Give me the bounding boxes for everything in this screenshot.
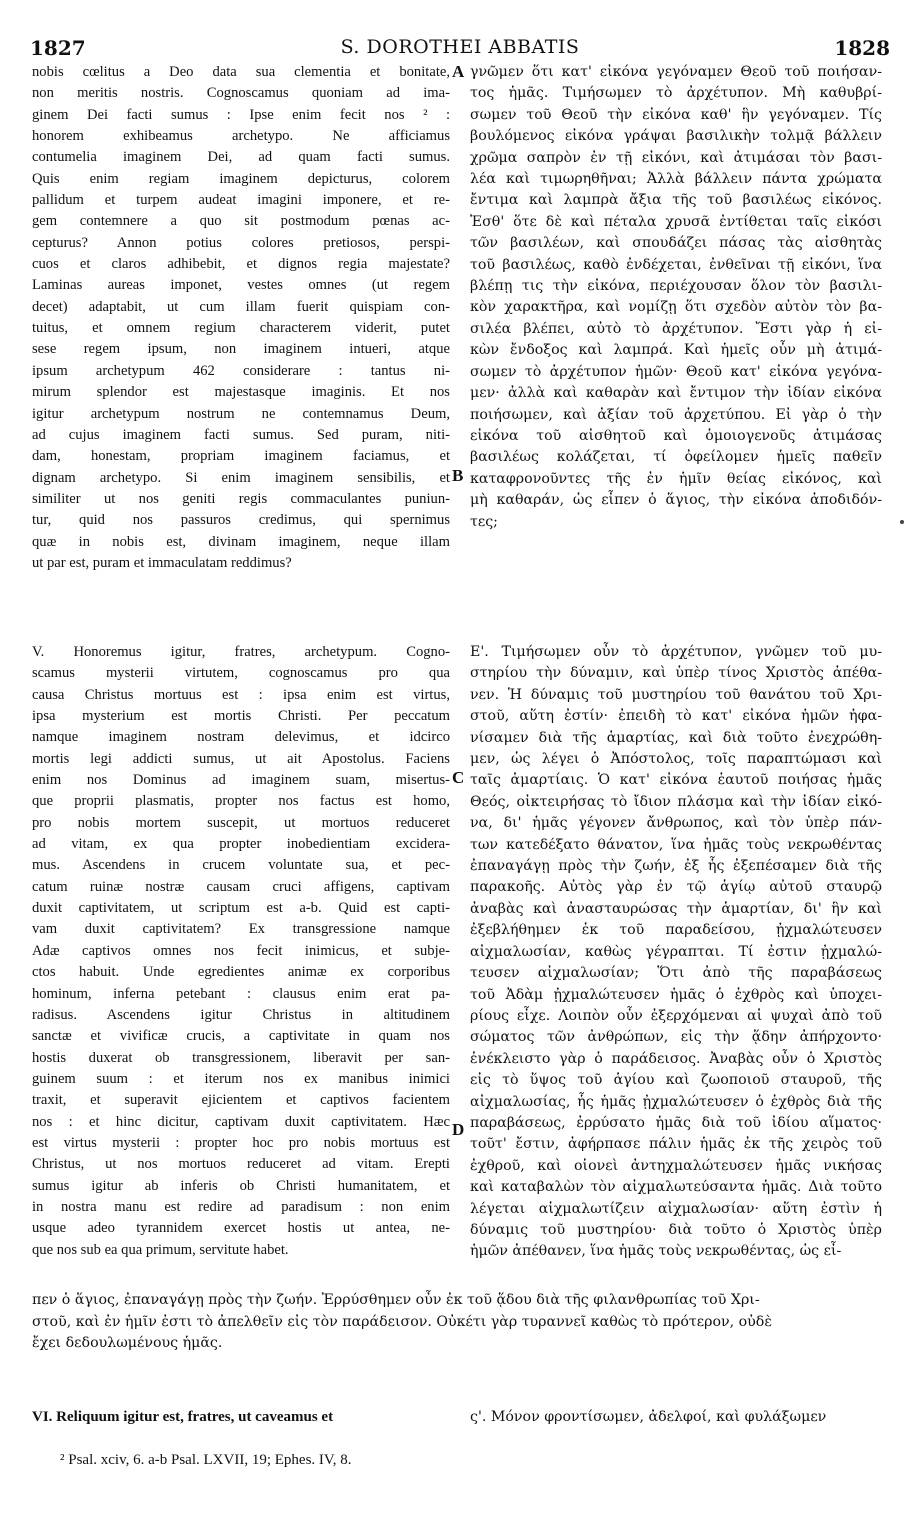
running-header (30, 36, 890, 64)
latin-text-line: ginem Dei facti sumus : Ipse enim fecit nos ² : (32, 106, 450, 123)
latin-text-line: mirum splendor est majestasque imaginis. Et nos (32, 384, 450, 401)
greek-text-line: χρῶμα σαπρὸν ἐν τῇ εἰκόνι, καὶ ἀτιμάσαι τὸν βασι- (470, 149, 882, 166)
footnotes: ² Psal. xciv, 6. a-b Psal. LXVII, 19; Ephes. IV, 8. (60, 1452, 352, 1468)
latin-text-line: honorem exhibeamus archetypo. Ne afficiamus (32, 128, 450, 145)
margin-marker-c: C (452, 768, 465, 787)
latin-text-line: dignam archetypo. Si enim imaginem sensibilis, et (32, 469, 450, 486)
greek-text-line: σωμεν τὸ ἀρχέτυπον ἡμῶν· Θεοῦ κατ' εἰκόνα γεγόνα- (470, 363, 882, 380)
greek-text-line: εἰς τὸ ὕψος τοῦ ἁγίου καὶ ζωοποιοῦ σταυροῦ, τῆς (470, 1072, 882, 1089)
latin-text-line: radisus. Ascendens igitur Christus in altitudinem (32, 1006, 450, 1023)
greek-text-line: τοῦτ' ἔστιν, ἀφήρπασε πάλιν ἡμᾶς ἐκ τῆς χειρὸς τοῦ (470, 1136, 882, 1153)
latin-text-line: catum ruinæ nostræ causam cruci affigens, captivam (32, 878, 450, 895)
greek-text-line: τος ἡμᾶς. Τιμήσωμεν τὸ ἀρχέτυπον. Μὴ καθυβρί- (470, 85, 882, 102)
latin-text-line: non meritis nostris. Cognoscamus quoniam ad ima- (32, 85, 450, 102)
latin-text-line: ipsa mysterium est mortis Christi. Per peccatum (32, 708, 450, 725)
greek-text-line: τες; (470, 513, 498, 530)
margin-marker-d: D (452, 1120, 465, 1139)
greek-text-line: στηρίου τὴν δύναμιν, καὶ ὑπὲρ τίνος Χριστὸς ἀπέθα- (470, 665, 882, 682)
latin-text-line: ut par est, puram et immaculatam reddimus? (32, 554, 292, 571)
latin-text-line: usque adeo tyrannidem exercet hostis ut antea, ne- (32, 1220, 450, 1237)
latin-text-line: mortis legi addicti sumus, ut ait Apostolus. Faciens (32, 750, 450, 767)
greek-text-line: σιλέα βλέπει, αὐτὸ τὸ ἀρχέτυπον. Ἔστι γὰρ ἡ εἰ- (470, 320, 882, 337)
greek-text-line: νίσαμεν διὰ τῆς ἁμαρτίας, καὶ διὰ τοῦτο ἐνεχρώθη- (470, 729, 882, 746)
latin-text-line: pro nobis mortem suscepit, ut mortuos reduceret (32, 814, 450, 831)
greek-text-line: μεν, ὡς λέγει ὁ Ἀπόστολος, τοῖς παραπτώμασι καὶ (470, 751, 882, 768)
greek-bottom-line: στοῦ, καὶ ἐν ἡμῖν ἐστι τὸ ἀπελθεῖν εἰς τὸν παράδεισον. Οὐκέτι γὰρ τυραννεῖ καθὼς τὸ πρότερον, οὐδὲ (32, 1313, 772, 1330)
latin-text-line: mus. Ascendens in crucem voluntate sua, et pec- (32, 857, 450, 874)
latin-text-line: tur, quid nos passuros credimus, qui spernimus (32, 512, 450, 529)
greek-text-line: ἡμῶν ἀπέθανεν, ἵνα ἡμᾶς τοὺς νεκρωθέντας, ὡς εἶ- (470, 1243, 842, 1260)
greek-text-line: Ε'. Τιμήσωμεν οὖν τὸ ἀρχέτυπον, γνῶμεν τοῦ μυ- (470, 644, 882, 660)
greek-text-line: ἔντιμα καὶ λαμπρὰ ἄξια τῆς τοῦ βασιλέως εἰκόνος. (470, 192, 882, 209)
ink-speck (900, 520, 904, 524)
greek-text-line: ἐπαναγάγῃ πρὸς τὴν ζωήν, ἐξ ἧς ἐξεπέσαμεν διὰ τῆς (470, 858, 882, 875)
greek-text-line: σώματος τῶν ἀνθρώπων, εἰς τὴν ᾅδην ἀπήρχοντο· (470, 1029, 882, 1046)
greek-text-line: μὴ καθαράν, ὡς εἶπεν ὁ ἅγιος, τὴν εἰκόνα ἀποδιδόν- (470, 492, 882, 509)
latin-text-line: dam, honestam, propriam imaginem faciamus, et (32, 448, 450, 465)
greek-text-line: στοῦ, αὕτη ἐστίν· ἐπειδὴ τὸ κατ' εἰκόνα ἡμῶν ἠφα- (470, 708, 882, 725)
greek-section-vi-start: ς'. Μόνον φροντίσωμεν, ἀδελφοί, καὶ φυλάξωμεν (470, 1409, 827, 1425)
latin-text-line: nobis cœlitus a Deo data sua clementia et bonitate, (32, 64, 450, 80)
full-width-greek-lines (32, 1290, 882, 1355)
latin-text-line: cepturus? Annon potius colores pretiosos, perspi- (32, 234, 450, 251)
latin-text-line: sanctæ et vivificæ crucis, a captivitate in quam nos (32, 1028, 450, 1045)
greek-text-line: παραβάσεως, ἐρρύσατο ἡμᾶς διὰ τοῦ ἰδίου αἵματος· (470, 1114, 882, 1131)
greek-text-line: ἀναβὰς καὶ ἀνασταυρώσας τὴν ἁμαρτίαν, δι' ἣν καὶ (470, 900, 882, 917)
greek-bottom-line: πεν ὁ ἅγιος, ἐπαναγάγῃ πρὸς τὴν ζωήν. Ἐρρύσθημεν οὖν ἐκ τοῦ ᾅδου διὰ τῆς φιλανθρωπίας τοῦ Χρι- (32, 1292, 760, 1308)
latin-text-line: ipsum archetypum 462 considerare : tantus ni- (32, 362, 450, 379)
latin-text-line: causa Christus mortuus est : ipsa enim est virtus, (32, 686, 450, 703)
right-column-number: 1828 (834, 36, 890, 60)
greek-text-line: εἰκόνα τοῦ αἰσθητοῦ καὶ ὁμοιογενοῦς ἀτιμάσας (470, 427, 882, 444)
greek-text-line: γνῶμεν ὅτι κατ' εἰκόνα γεγόναμεν Θεοῦ τοῦ ποιήσαν- (470, 64, 882, 80)
latin-text-line: namque imaginem nostram delevimus, et idcirco (32, 729, 450, 746)
latin-text-line: contumelia imaginem Dei, ad quam facti sumus. (32, 149, 450, 166)
greek-text-line: ἐχθροῦ, καὶ οἱονεὶ ἀντηχμαλώτευσεν ἡμᾶς νικήσας (470, 1157, 882, 1174)
latin-text-line: cuos et claros adhibebit, et dignos regia majestate? (32, 256, 450, 273)
greek-column-section-iv (470, 62, 882, 533)
latin-text-line: hostis duxerat ob transgressionem, liberavit per san- (32, 1049, 450, 1066)
latin-text-line: tuitus, et omnem regium characterem viderit, putet (32, 320, 450, 337)
greek-text-line: ἐξεβλήθημεν ἐκ τοῦ παραδείσου, ᾐχμαλώτευσεν (470, 922, 882, 939)
latin-text-line: que proprii plasmatis, propter nos factus est homo, (32, 793, 450, 810)
greek-text-line: τοῦ βασιλέως, καθὸ ἐνδέχεται, ἐνθεῖναι τῇ εἰκόνι, ἵνα (470, 256, 882, 273)
greek-text-line: βασιλέως κολάζεται, τί ὀφείλομεν ἡμεῖς παθεῖν (470, 449, 882, 466)
greek-text-line: τευσεν αἰχμαλωσίαν; Ὅτι ἀπὸ τῆς παραβάσεως (470, 965, 882, 982)
latin-text-line: sese regem ipsum, non imaginem intueri, atque (32, 341, 450, 358)
greek-text-line: αἰχμαλωσίαν, καθὼς γέγραπται. Τί ἐστιν ᾐχμαλώ- (470, 943, 882, 960)
latin-column-section-v (32, 642, 450, 1261)
latin-text-line: ctos habuit. Unde egredientes animæ ex corporibus (32, 964, 450, 981)
latin-text-line: enim nos Dominus ad imaginem suam, misertus- (32, 772, 450, 789)
greek-text-line: λέα καὶ τιμωρηθῆναι; Ἀλλὰ βάλλειν πάντα χρώματα (470, 171, 882, 188)
latin-text-line: duxit captivitatem, ut scriptum est a-b. Quid est capti- (32, 900, 450, 917)
latin-text-line: scamus mysterii virtutem, cognoscamus pro qua (32, 665, 450, 682)
left-column-number: 1827 (30, 36, 86, 60)
latin-text-line: nos : et hinc dicitur, captivam duxit captivitatem. Hæc (32, 1113, 450, 1130)
greek-text-line: καὶ καταβαλὼν τὸν αἰχμαλωτεύσαντα ἡμᾶς. Διὰ τοῦτο (470, 1179, 882, 1196)
latin-text-line: sumus igitur ab inferis ob Christi humanitatem, et (32, 1177, 450, 1194)
greek-text-line: μεν· ἀλλὰ καὶ καθαρὰν καὶ ἔντιμον τὴν ἰδίαν εἰκόνα (470, 385, 882, 402)
latin-text-line: vam duxit captivitatem? Ex transgressione namque (32, 921, 450, 938)
latin-text-line: similiter ut nos geniti regis commaculantes puniun- (32, 490, 450, 507)
greek-text-line: κὼν ἔνδοξος καὶ λαμπρά. Καὶ ἡμεῖς οὖν μὴ ἀτιμά- (470, 342, 882, 359)
greek-text-line: να, δι' ἡμᾶς γέγονεν ἄνθρωπος, καὶ τὸν ὑπὲρ πάν- (470, 815, 882, 832)
latin-section-vi-start: VI. Reliquum igitur est, fratres, ut caveamus et (32, 1409, 334, 1425)
greek-text-line: Ἐσθ' ὅτε δὲ καὶ πέταλα χρυσᾶ ἐντίθεται ταῖς εἰκόσι (470, 213, 882, 230)
greek-text-line: νεν. Ἡ δύναμις τοῦ μυστηρίου τοῦ θανάτου τοῦ Χρι- (470, 686, 882, 703)
latin-text-line: hominum, inferna petebant : clausus enim erat pa- (32, 985, 450, 1002)
latin-text-line: igitur archetypum nostrum ne contemnamus Deum, (32, 405, 450, 422)
latin-text-line: que nos sub ea qua primum, servitute habet. (32, 1241, 289, 1258)
greek-text-line: βλέπῃ τις τὴν εἰκόνα, περιέχουσαν ὅλον τὸν βασιλι- (470, 278, 882, 295)
latin-text-line: est virtus mysterii : propter hoc pro nobis mortuus est (32, 1134, 450, 1151)
greek-text-line: τοῦ Ἀδὰμ ᾐχμαλώτευσεν ἡμᾶς ὁ ἐχθρὸς καὶ ὑποχει- (470, 986, 882, 1003)
latin-text-line: ad vitam, ex qua propter inobedientiam excidera- (32, 836, 450, 853)
latin-column-section-iv (32, 62, 450, 574)
latin-text-line: V. Honoremus igitur, fratres, archetypum. Cogno- (32, 644, 450, 660)
latin-text-line: quæ in nobis est, divinam imaginem, neque illam (32, 533, 450, 550)
greek-text-line: καταφρονοῦντες τῆς ἐν ἡμῖν θείας εἰκόνος, καὶ (470, 470, 882, 487)
margin-marker-a: A (452, 62, 465, 81)
greek-text-line: βουλόμενος εἰκόνα γράψαι βασιλικὴν τολμᾷ βάλλειν (470, 128, 882, 145)
latin-text-line: Christus, ut nos mortuos reduceret ad vitam. Erepti (32, 1156, 450, 1173)
greek-text-line: αἰχμαλωσίας, ἧς ἡμᾶς ᾐχμαλώτευσεν ὁ ἐχθρὸς διὰ τῆς (470, 1093, 882, 1110)
greek-text-line: ποιήσωμεν, καὶ ἀξίαν τοῦ ἀρχετύπου. Εἰ γὰρ ὁ τὴν (470, 406, 882, 423)
running-title: S. DOROTHEI ABBATIS (340, 36, 580, 58)
greek-text-line: ἐνέκλειστο γὰρ ὁ παράδεισος. Ἀναβὰς οὖν ὁ Χριστὸς (470, 1050, 882, 1067)
greek-text-line: των κατεδέξατο θάνατον, ἵνα ἡμᾶς τοὺς νεκρωθέντας (470, 836, 882, 853)
greek-text-line: λέγεται αἰχμαλωτίζειν αἰχμαλωσίαν· αὕτη ἐστὶν ἡ (470, 1200, 882, 1217)
latin-text-line: decet) adaptabit, ut cum illam fuerit quispiam con- (32, 298, 450, 315)
greek-text-line: ταῖς ἁμαρτίαις. Ὁ κατ' εἰκόνα ἑαυτοῦ ποιήσας ἡμᾶς (470, 772, 882, 789)
greek-text-line: κὸν χαρακτῆρα, καὶ νομίζῃ ὅτι σχεδὸν αὐτὸν τὸν βα- (470, 299, 882, 316)
greek-text-line: Θεός, οἰκτειρήσας τὸ ἴδιον πλάσμα καὶ τὴν ἰδίαν εἰκό- (470, 793, 882, 810)
latin-text-line: ad cujus imaginem facti sumus. Sed puram, niti- (32, 426, 450, 443)
greek-text-line: ρίους εἶχε. Λοιπὸν οὖν ἐξερχόμεναι αἱ ψυχαὶ ἀπὸ τοῦ (470, 1007, 882, 1024)
greek-column-section-v (470, 642, 882, 1263)
greek-text-line: τῶν βασιλέων, καὶ σπουδάζει πάσας τὰς αἰσθητὰς (470, 235, 882, 252)
greek-text-line: δύναμις τοῦ μυστηρίου· διὰ τοῦτο ὁ Χριστὸς ὑπὲρ (470, 1221, 882, 1238)
latin-text-line: Quis enim regiam imaginem depicturus, colorem (32, 170, 450, 187)
latin-text-line: gem contemnere a quo sit postmodum pœnas ac- (32, 213, 450, 230)
greek-text-line: παρακοῆς. Αὐτὸς γὰρ ἐν τῷ ἁγίῳ αὐτοῦ σταυρῷ (470, 879, 882, 896)
latin-text-line: traxit, et superavit ejicientem et captivos facientem (32, 1092, 450, 1109)
latin-text-line: in nostra manu est redire ad paradisum : non enim (32, 1198, 450, 1215)
latin-text-line: Adæ captivos omnes nos fecit inimicus, et subje- (32, 942, 450, 959)
greek-bottom-line: ἔχει δεδουλωμένους ἡμᾶς. (32, 1335, 223, 1351)
greek-text-line: σωμεν τοῦ Θεοῦ τὴν εἰκόνα καθ' ἣν γεγόναμεν. Τίς (470, 106, 882, 123)
latin-text-line: pallidum et turpem audeat imagini imponere, et re- (32, 192, 450, 209)
latin-text-line: Laminas aureas imponet, vestes omnes (ut regem (32, 277, 450, 294)
latin-text-line: guinem suum : et iterum nos ex manibus inimici (32, 1070, 450, 1087)
margin-marker-b: B (452, 466, 464, 485)
